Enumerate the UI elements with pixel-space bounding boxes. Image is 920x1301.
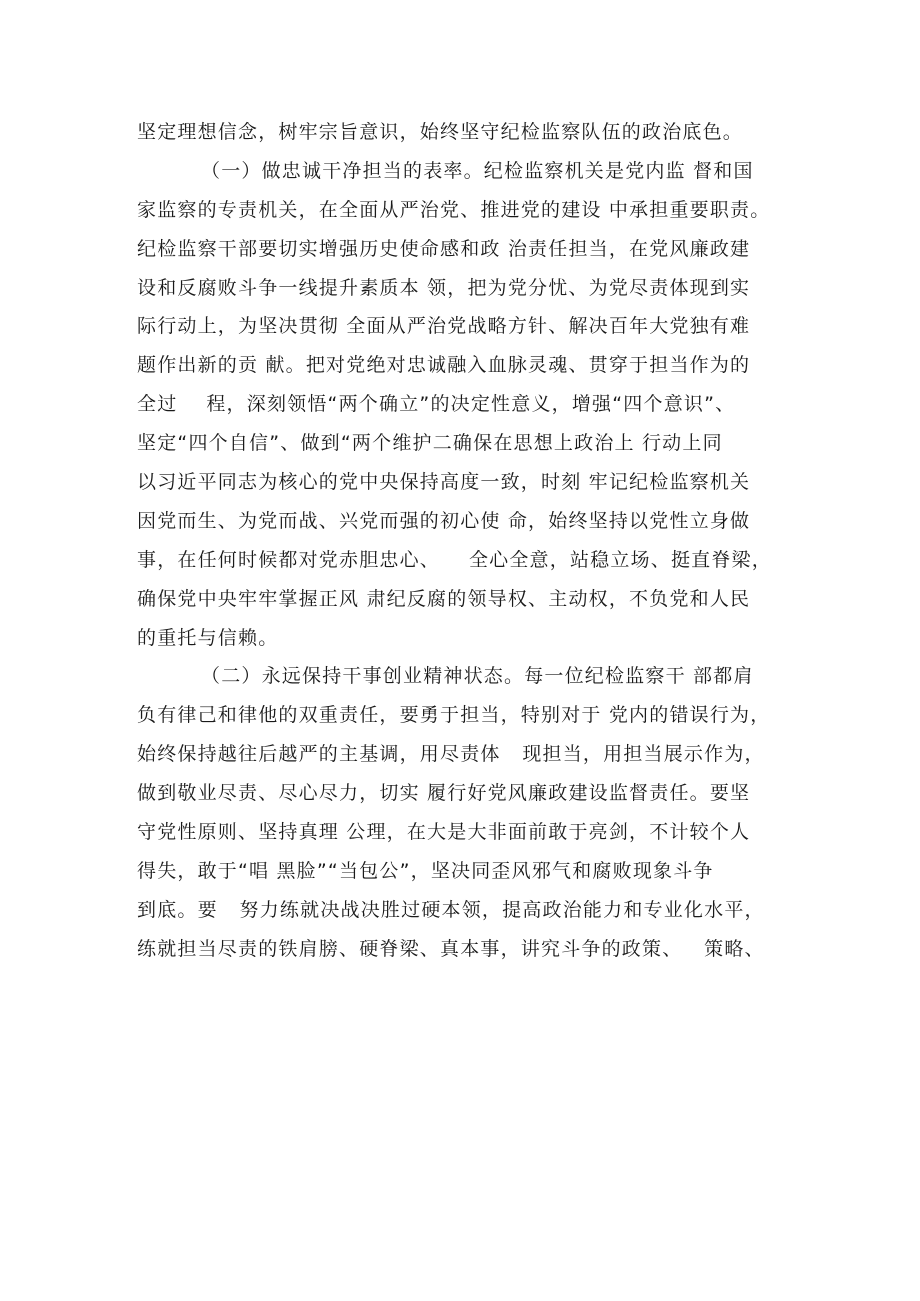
paragraph-heading-1: （一）做忠诚干净担当的表率。纪检监察机关是党内监 督和国: [201, 159, 754, 182]
text-line: 坚定理想信念，树牢宗旨意识，始终坚守纪检监察队伍的政治底色。: [137, 121, 744, 143]
document-body: [137, 113, 802, 969]
text-line: 守党性原则、坚持真理 公理，在大是大非面前敢于亮剑，不计较个人: [137, 821, 751, 844]
text-line: 到底。要 努力练就决战决胜过硬本领，提高政治能力和专业化水平，: [137, 898, 765, 921]
text-line: 纪检监察干部要切实增强历史使命感和政 治责任担当，在党风廉政建: [137, 237, 751, 260]
paragraph-heading-2: （二）永远保持干事创业精神状态。每一位纪检监察干 部都肩: [201, 665, 754, 688]
text-line: 家监察的专责机关，在全面从严治党、推进党的建设 中承担重要职责。: [137, 198, 771, 221]
text-line: 得失，敢于“唱 黑脸”“当包公”，坚决同歪风邪气和腐败现象斗争: [137, 859, 714, 882]
text-line: 始终保持越往后越严的主基调，用尽责体 现担当，用担当展示作为，: [137, 743, 765, 766]
text-line: 因党而生、为党而战、兴党而强的初心使 命，始终坚持以党性立身做: [137, 509, 751, 532]
text-line: 以习近平同志为核心的党中央保持高度一致，时刻 牢记纪检监察机关: [137, 471, 751, 494]
text-line: 际行动上，为坚决贯彻 全面从严治党战略方针、解决百年大党独有难: [137, 315, 751, 338]
text-line: 事，在任何时候都对党赤胆忠心、 全心全意，站稳立场、挺直脊梁，: [137, 548, 772, 571]
text-line: 确保党中央牢牢掌握正风 肃纪反腐的领导权、主动权，不负党和人民: [137, 587, 751, 610]
text-line: 负有律己和律他的双重责任，要勇于担当，特别对于 党内的错误行为，: [137, 704, 771, 727]
text-line: 设和反腐败斗争一线提升素质本 领，把为党分忧、为党尽责体现到实: [137, 276, 751, 299]
text-line: 的重托与信赖。: [137, 626, 279, 649]
text-line: 全过 程，深刻领悟“两个确立”的决定性意义，增强“四个意识”、: [137, 393, 736, 416]
text-line: 坚定“四个自信”、做到“两个维护二确保在思想上政治上 行动上同: [137, 432, 723, 455]
text-line: 练就担当尽责的铁肩膀、硬脊梁、真本事，讲究斗争的政策、 策略、: [137, 937, 765, 960]
text-line: 做到敬业尽责、尽心尽力，切实 履行好党风廉政建设监督责任。要坚: [137, 782, 751, 805]
text-line: 题作出新的贡 献。把对党绝对忠诚融入血脉灵魂、贯穿于担当作为的: [137, 354, 751, 377]
